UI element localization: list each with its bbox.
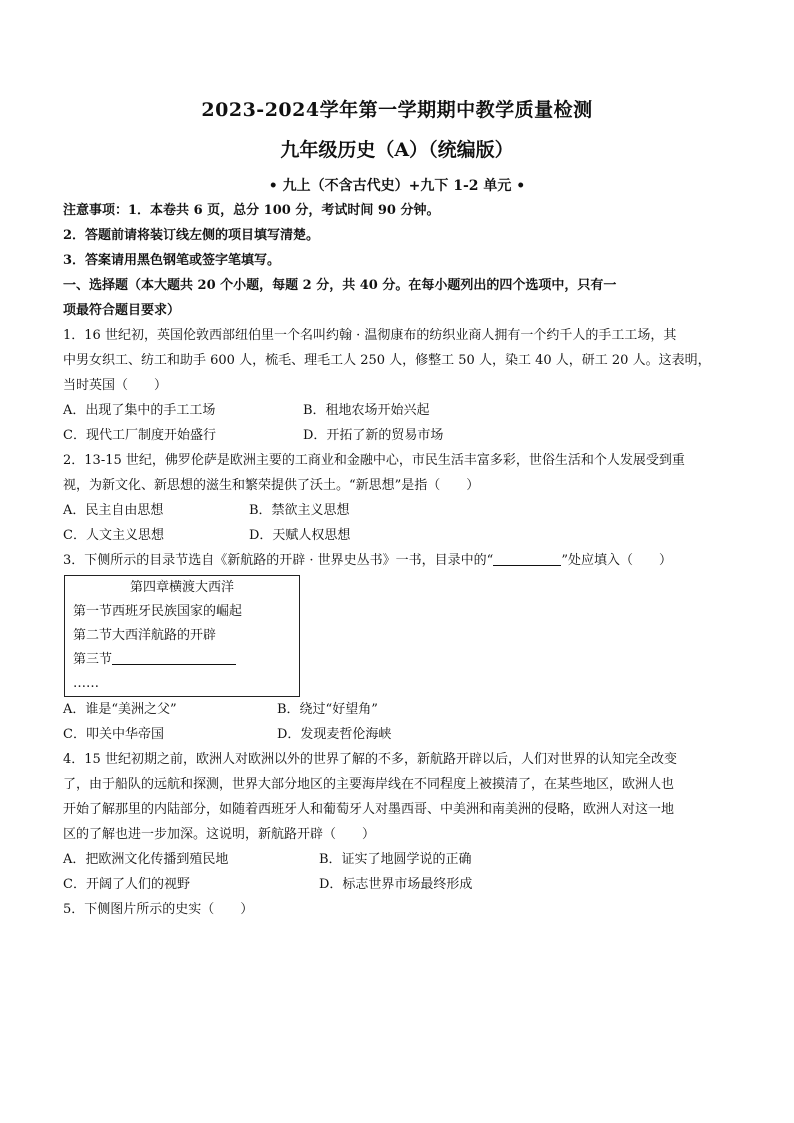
q1-options-row-2 <box>63 423 733 448</box>
q4-line-1: 4．15 世纪初期之前，欧洲人对欧洲以外的世界了解的不多，新航路开辟以后，人们对世界的认知完全改变 <box>63 752 677 767</box>
q2-options-row-1 <box>63 498 733 523</box>
q2-option-c: C．人文主义思想 <box>63 528 164 543</box>
q4-line-2: 了，由于船队的远航和探测，世界大部分地区的主要海岸线在不同程度上被摸清了，在某些地区，欧洲人也 <box>63 777 675 792</box>
q5-line-1: 5．下侧图片所示的史实（ ） <box>63 902 254 917</box>
q4-options-row-2 <box>63 872 733 897</box>
q4-option-b: B．证实了地圆学说的正确 <box>319 852 472 867</box>
q1-option-b: B．租地农场开始兴起 <box>303 403 430 418</box>
toc-section-1: 第一节西班牙民族国家的崛起 <box>73 604 243 619</box>
q2-line-1: 2．13-15 世纪，佛罗伦萨是欧洲主要的工商业和金融中心，市民生活丰富多彩，世俗生活和个人发展受到重 <box>63 453 685 468</box>
q3-line-1-end: ”处应填入（ ） <box>561 553 672 568</box>
q3-options-row-1 <box>63 697 733 722</box>
exam-body <box>63 198 733 922</box>
q3-option-c: C．叩关中华帝国 <box>63 727 164 742</box>
q1-line-3: 当时英国（ ） <box>63 378 168 393</box>
exam-subtitle: 九年级历史（A）（统编版） <box>280 139 514 161</box>
q1-option-a: A．出现了集中的手工工场 <box>63 403 216 418</box>
exam-scope: • 九上（不含古代史）+九下 1-2 单元 • <box>268 178 526 194</box>
q1-option-d: D．开拓了新的贸易市场 <box>303 428 444 443</box>
toc-chapter: 第四章横渡大西洋 <box>129 580 234 595</box>
q2-line-2: 视，为新文化、新思想的滋生和繁荣提供了沃土。“新思想”是指（ ） <box>63 478 480 493</box>
q4-option-c: C．开阔了人们的视野 <box>63 877 190 892</box>
q1-option-c: C．现代工厂制度开始盛行 <box>63 428 216 443</box>
exam-title: 2023-2024学年第一学期期中教学质量检测 <box>201 99 593 121</box>
q3-line-1 <box>63 548 733 573</box>
q3-line-1-start: 3．下侧所示的目录节选自《新航路的开辟 · 世界史丛书》一书，目录中的“ <box>63 553 494 568</box>
q2-option-b: B．禁欲主义思想 <box>249 503 350 518</box>
q3-options-row-2 <box>63 722 733 747</box>
q2-option-a: A．民主自由思想 <box>63 503 164 518</box>
q2-option-d: D．天赋人权思想 <box>249 528 351 543</box>
toc-ellipsis: …… <box>73 676 99 691</box>
q3-answer-blank <box>493 551 561 566</box>
q4-line-4: 区的了解也进一步加深。这说明，新航路开辟（ ） <box>63 827 376 842</box>
note-1: 注意事项：1．本卷共 6 页，总分 100 分，考试时间 90 分钟。 <box>63 203 440 218</box>
section-heading-line-1: 一、选择题（本大题共 20 个小题，每题 2 分，共 40 分。在每小题列出的四个选项中，只有一 <box>63 278 617 293</box>
q4-option-d: D．标志世界市场最终形成 <box>319 877 473 892</box>
q3-table-of-contents <box>64 575 300 697</box>
q4-line-3: 开始了解那里的内陆部分，如随着西班牙人和葡萄牙人对墨西哥、中美洲和南美洲的侵略，欧洲人对这一地 <box>63 802 675 817</box>
note-3: 3．答案请用黑色钢笔或签字笔填写。 <box>63 253 281 268</box>
toc-section-3 <box>73 648 299 672</box>
q4-options-row-1 <box>63 847 733 872</box>
toc-section-2: 第二节大西洋航路的开辟 <box>73 628 217 643</box>
q3-option-a: A．谁是“美洲之父” <box>63 702 177 717</box>
q1-line-2: 中男女织工、纺工和助手 600 人，梳毛、理毛工人 250 人，修整工 50 人，染工 40 人，研工 20 人。这表明， <box>63 353 711 368</box>
section-heading-line-2: 项最符合题目要求） <box>63 303 181 318</box>
toc-section-3-blank <box>112 650 236 665</box>
note-2: 2．答题前请将装订线左侧的项目填写清楚。 <box>63 228 320 243</box>
q3-option-d: D．发现麦哲伦海峡 <box>277 727 392 742</box>
q2-options-row-2 <box>63 523 733 548</box>
q4-option-a: A．把欧洲文化传播到殖民地 <box>63 852 229 867</box>
q1-line-1: 1．16 世纪初，英国伦敦西部纽伯里一个名叫约翰 · 温彻康布的纺织业商人拥有一个约千人的手工工场，其 <box>63 328 677 343</box>
toc-section-3-label: 第三节 <box>73 652 113 667</box>
q3-option-b: B．绕过“好望角” <box>277 702 378 717</box>
q1-options-row-1 <box>63 398 733 423</box>
